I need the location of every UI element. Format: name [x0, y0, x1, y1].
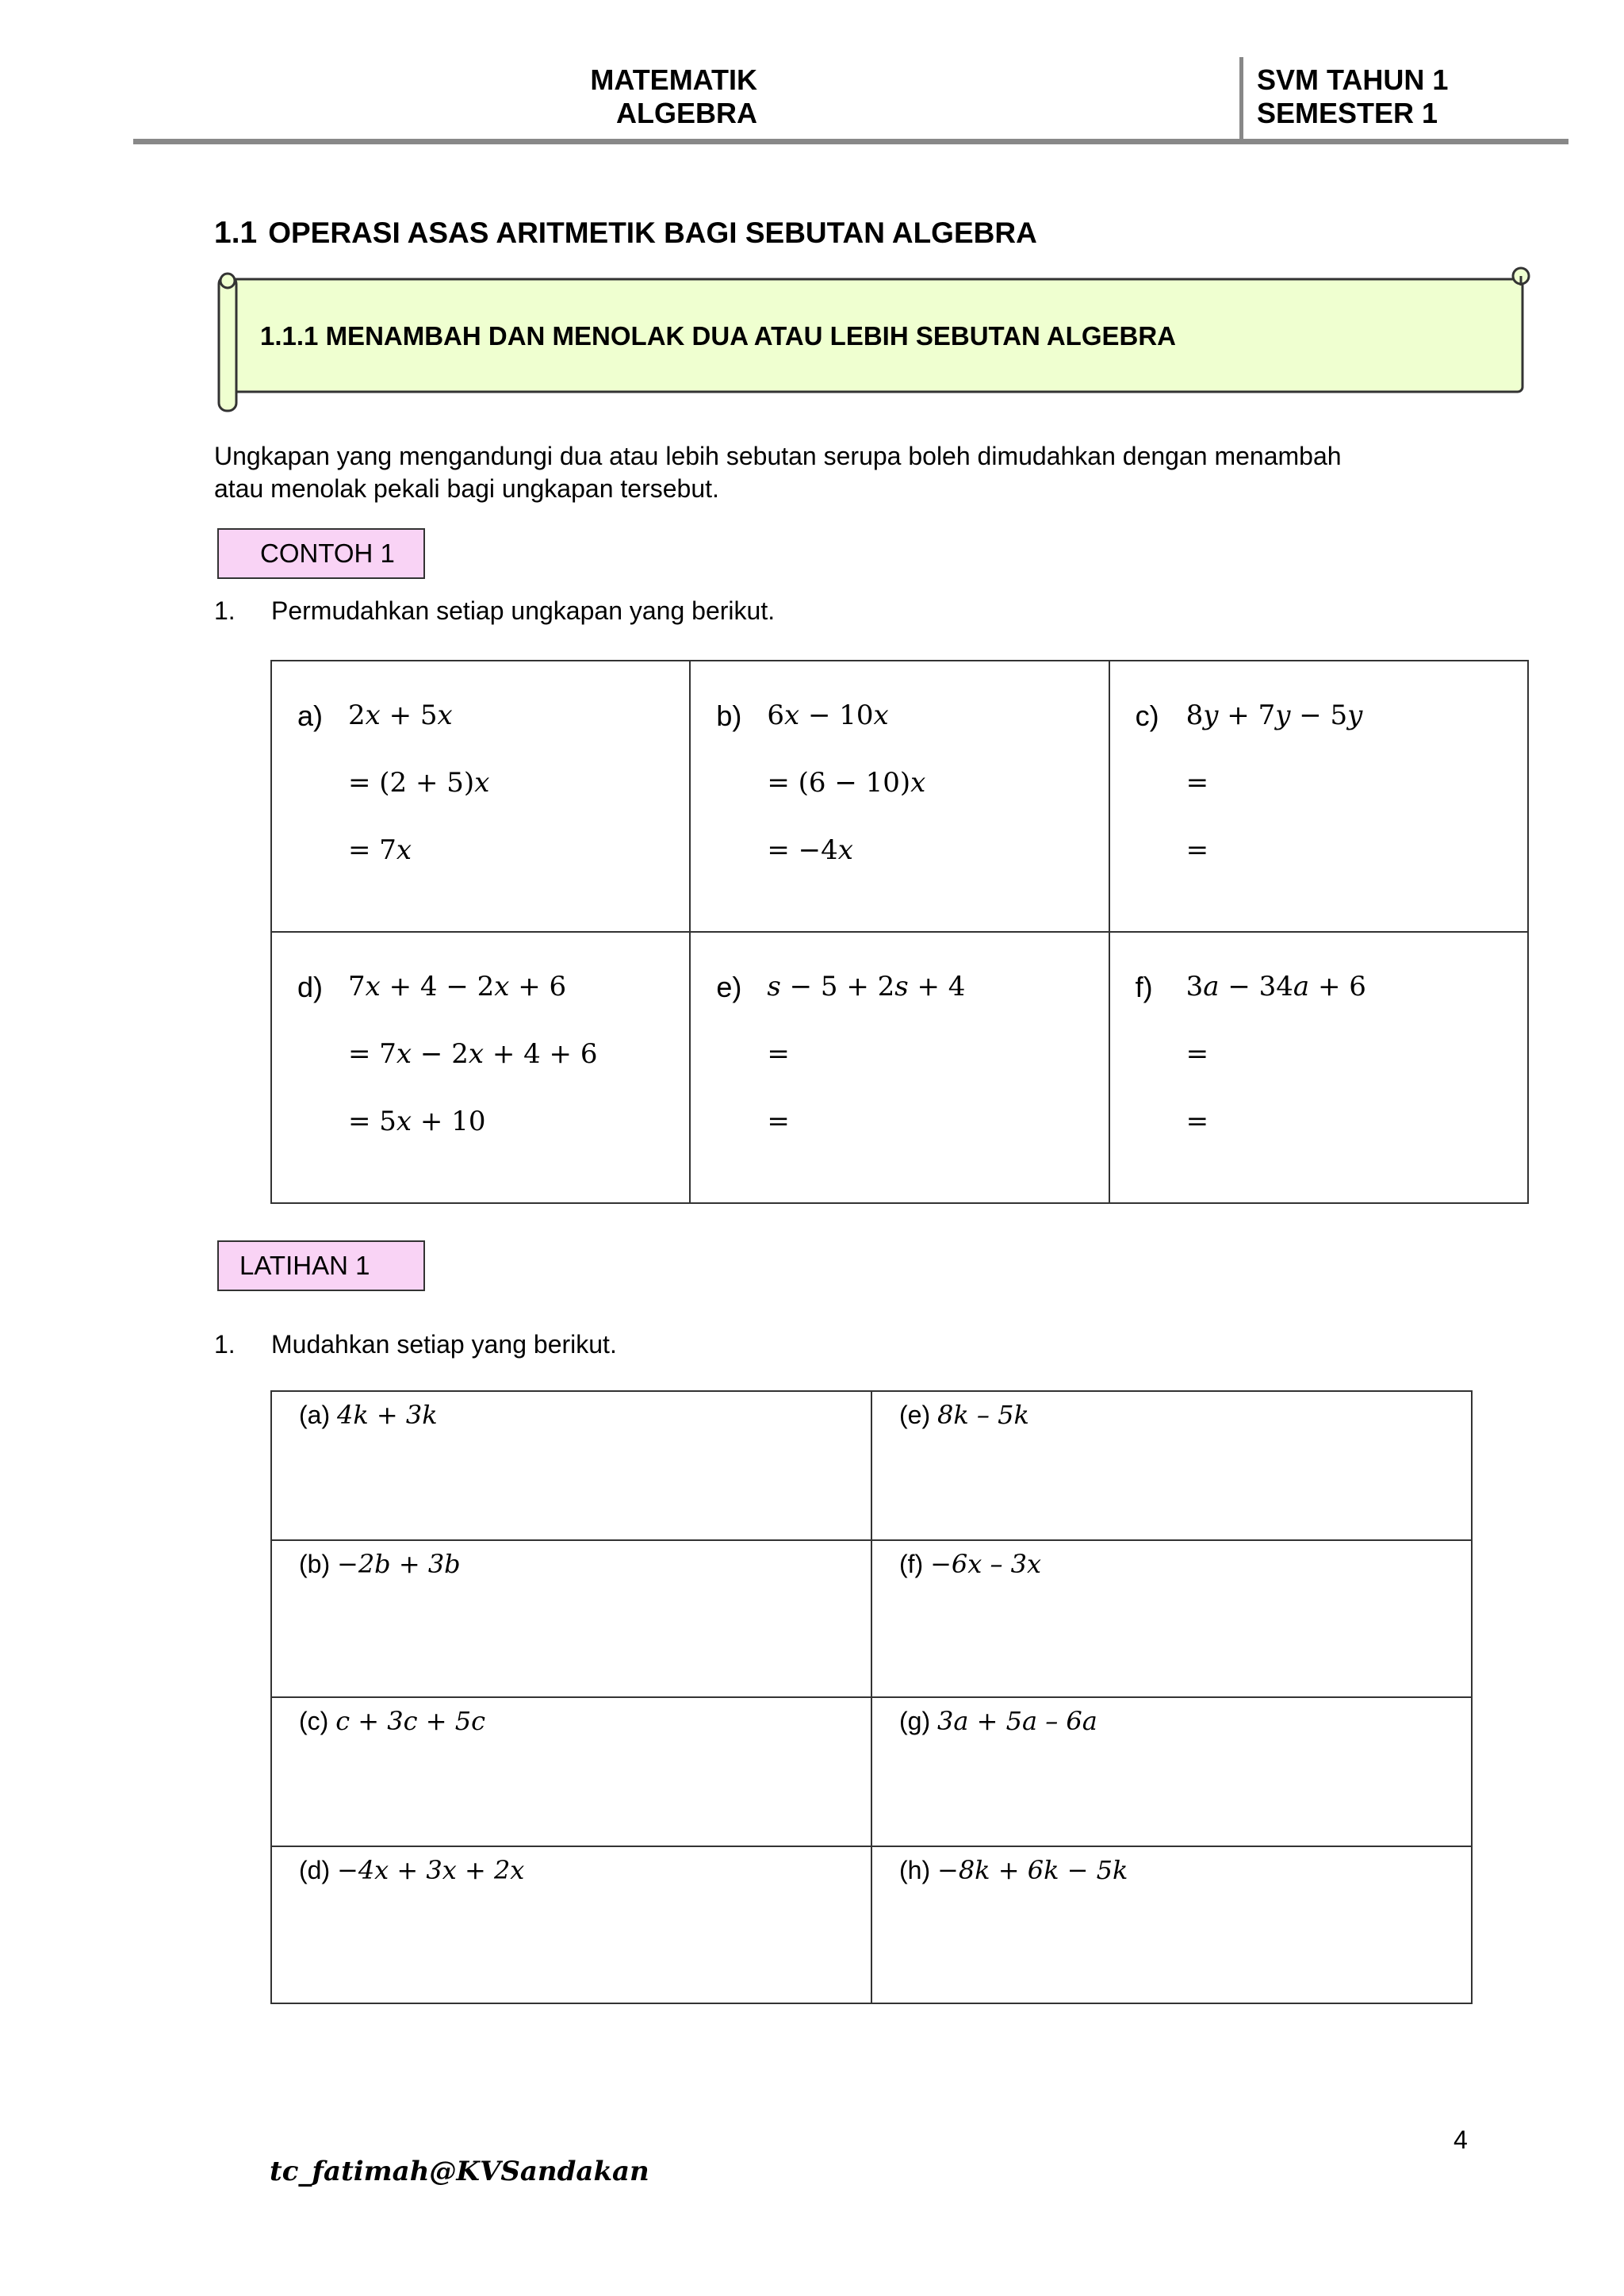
cell-line1: 8𝑦 + 7𝑦 − 5𝑦 — [1185, 700, 1363, 731]
cell-line2: = — [1185, 767, 1209, 799]
latihan-question-text: Mudahkan setiap yang berikut. — [271, 1330, 617, 1359]
subsection-title: 1.1.1 MENAMBAH DAN MENOLAK DUA ATAU LEBIH SEBUTAN ALGEBRA — [260, 321, 1176, 351]
latihan-cell-d — [271, 1846, 871, 2003]
cell-label: f) — [1135, 971, 1153, 1003]
latihan-question-number: 1. — [214, 1330, 236, 1359]
cell-line2: = (6 − 10)𝑥 — [767, 767, 926, 799]
cell-line3: = 5𝑥 + 10 — [348, 1106, 486, 1137]
header-subject — [590, 63, 757, 130]
cell-label: c) — [1135, 700, 1159, 732]
contoh-cell-f — [1109, 932, 1528, 1203]
cell-label: (a) — [299, 1401, 331, 1429]
cell-line1: 6𝑥 − 10𝑥 — [767, 700, 889, 731]
cell-line2: = — [1185, 1038, 1209, 1070]
cell-line3: = — [767, 1106, 790, 1137]
cell-line2: = 7𝑥 − 2𝑥 + 4 + 6 — [348, 1038, 598, 1070]
latihan-table — [270, 1390, 1473, 2004]
contoh-cell-d — [271, 932, 690, 1203]
cell-line3: = 7𝑥 — [348, 834, 412, 866]
cell-line3: = — [1185, 834, 1209, 866]
latihan-cell-g — [871, 1697, 1472, 1846]
latihan-cell-e — [871, 1391, 1472, 1540]
cell-expression: 3a + 5a – 6a — [937, 1706, 1097, 1736]
header-course — [1257, 63, 1448, 130]
cell-line3: = — [1185, 1106, 1209, 1137]
footer-credit: tc_fatimah@KVSandakan — [270, 2156, 649, 2187]
contoh-cell-a — [271, 661, 690, 932]
cell-label: (f) — [899, 1550, 924, 1578]
cell-expression: c + 3c + 5c — [335, 1706, 485, 1736]
cell-label: (c) — [299, 1707, 329, 1735]
cell-expression: −4x + 3x + 2x — [337, 1855, 525, 1885]
cell-expression: −6x – 3x — [930, 1549, 1042, 1579]
header-subject-line2: ALGEBRA — [616, 97, 757, 129]
cell-line1: 3𝑎 − 34𝑎 + 6 — [1185, 971, 1366, 1002]
contoh-question-text: Permudahkan setiap ungkapan yang berikut. — [271, 596, 776, 625]
section-number: 1.1 — [214, 216, 258, 250]
latihan-label: LATIHAN 1 — [217, 1240, 425, 1291]
contoh-cell-e — [690, 932, 1109, 1203]
cell-line2: = — [767, 1038, 790, 1070]
cell-label: (e) — [899, 1401, 931, 1429]
latihan-cell-b — [271, 1540, 871, 1697]
section-title-text: OPERASI ASAS ARITMETIK BAGI SEBUTAN ALGEBRA — [268, 217, 1037, 249]
header-course-line2: SEMESTER 1 — [1257, 97, 1438, 129]
page-number: 4 — [1454, 2125, 1468, 2154]
cell-label: (g) — [899, 1707, 931, 1735]
cell-expression: −2b + 3b — [337, 1549, 461, 1579]
cell-line1: 7𝑥 + 4 − 2𝑥 + 6 — [348, 971, 567, 1002]
cell-expression: 8k – 5k — [937, 1400, 1029, 1430]
cell-label: e) — [716, 971, 742, 1003]
cell-label: b) — [716, 700, 742, 732]
cell-label: (b) — [299, 1550, 331, 1578]
cell-line1: 2𝑥 + 5𝑥 — [348, 700, 453, 731]
cell-label: (h) — [899, 1856, 931, 1884]
contoh-label: CONTOH 1 — [217, 528, 425, 579]
cell-label: (d) — [299, 1856, 331, 1884]
header-subject-line1: MATEMATIK — [590, 63, 757, 96]
latihan-cell-c — [271, 1697, 871, 1846]
cell-line3: = −4𝑥 — [767, 834, 853, 866]
cell-line1: 𝑠 − 5 + 2𝑠 + 4 — [767, 971, 966, 1002]
header-course-line1: SVM TAHUN 1 — [1257, 63, 1449, 96]
intro-line2: atau menolak pekali bagi ungkapan tersebut. — [214, 474, 719, 503]
cell-label: d) — [297, 971, 324, 1003]
latihan-cell-f — [871, 1540, 1472, 1697]
cell-expression: −8k + 6k − 5k — [937, 1855, 1128, 1885]
header-divider — [1239, 57, 1243, 144]
cell-label: a) — [297, 700, 324, 732]
latihan-cell-a — [271, 1391, 871, 1540]
cell-line2: = (2 + 5)𝑥 — [348, 767, 490, 799]
contoh-cell-c — [1109, 661, 1528, 932]
latihan-cell-h — [871, 1846, 1472, 2003]
cell-expression: 4k + 3k — [337, 1400, 438, 1430]
intro-line1: Ungkapan yang mengandungi dua atau lebih sebutan serupa boleh dimudahkan dengan menambah — [214, 442, 1342, 470]
header-rule — [133, 139, 1568, 144]
contoh-table — [270, 660, 1529, 1204]
contoh-cell-b — [690, 661, 1109, 932]
contoh-question-number: 1. — [214, 596, 236, 625]
section-title — [214, 216, 1037, 251]
intro-paragraph — [214, 440, 1483, 505]
